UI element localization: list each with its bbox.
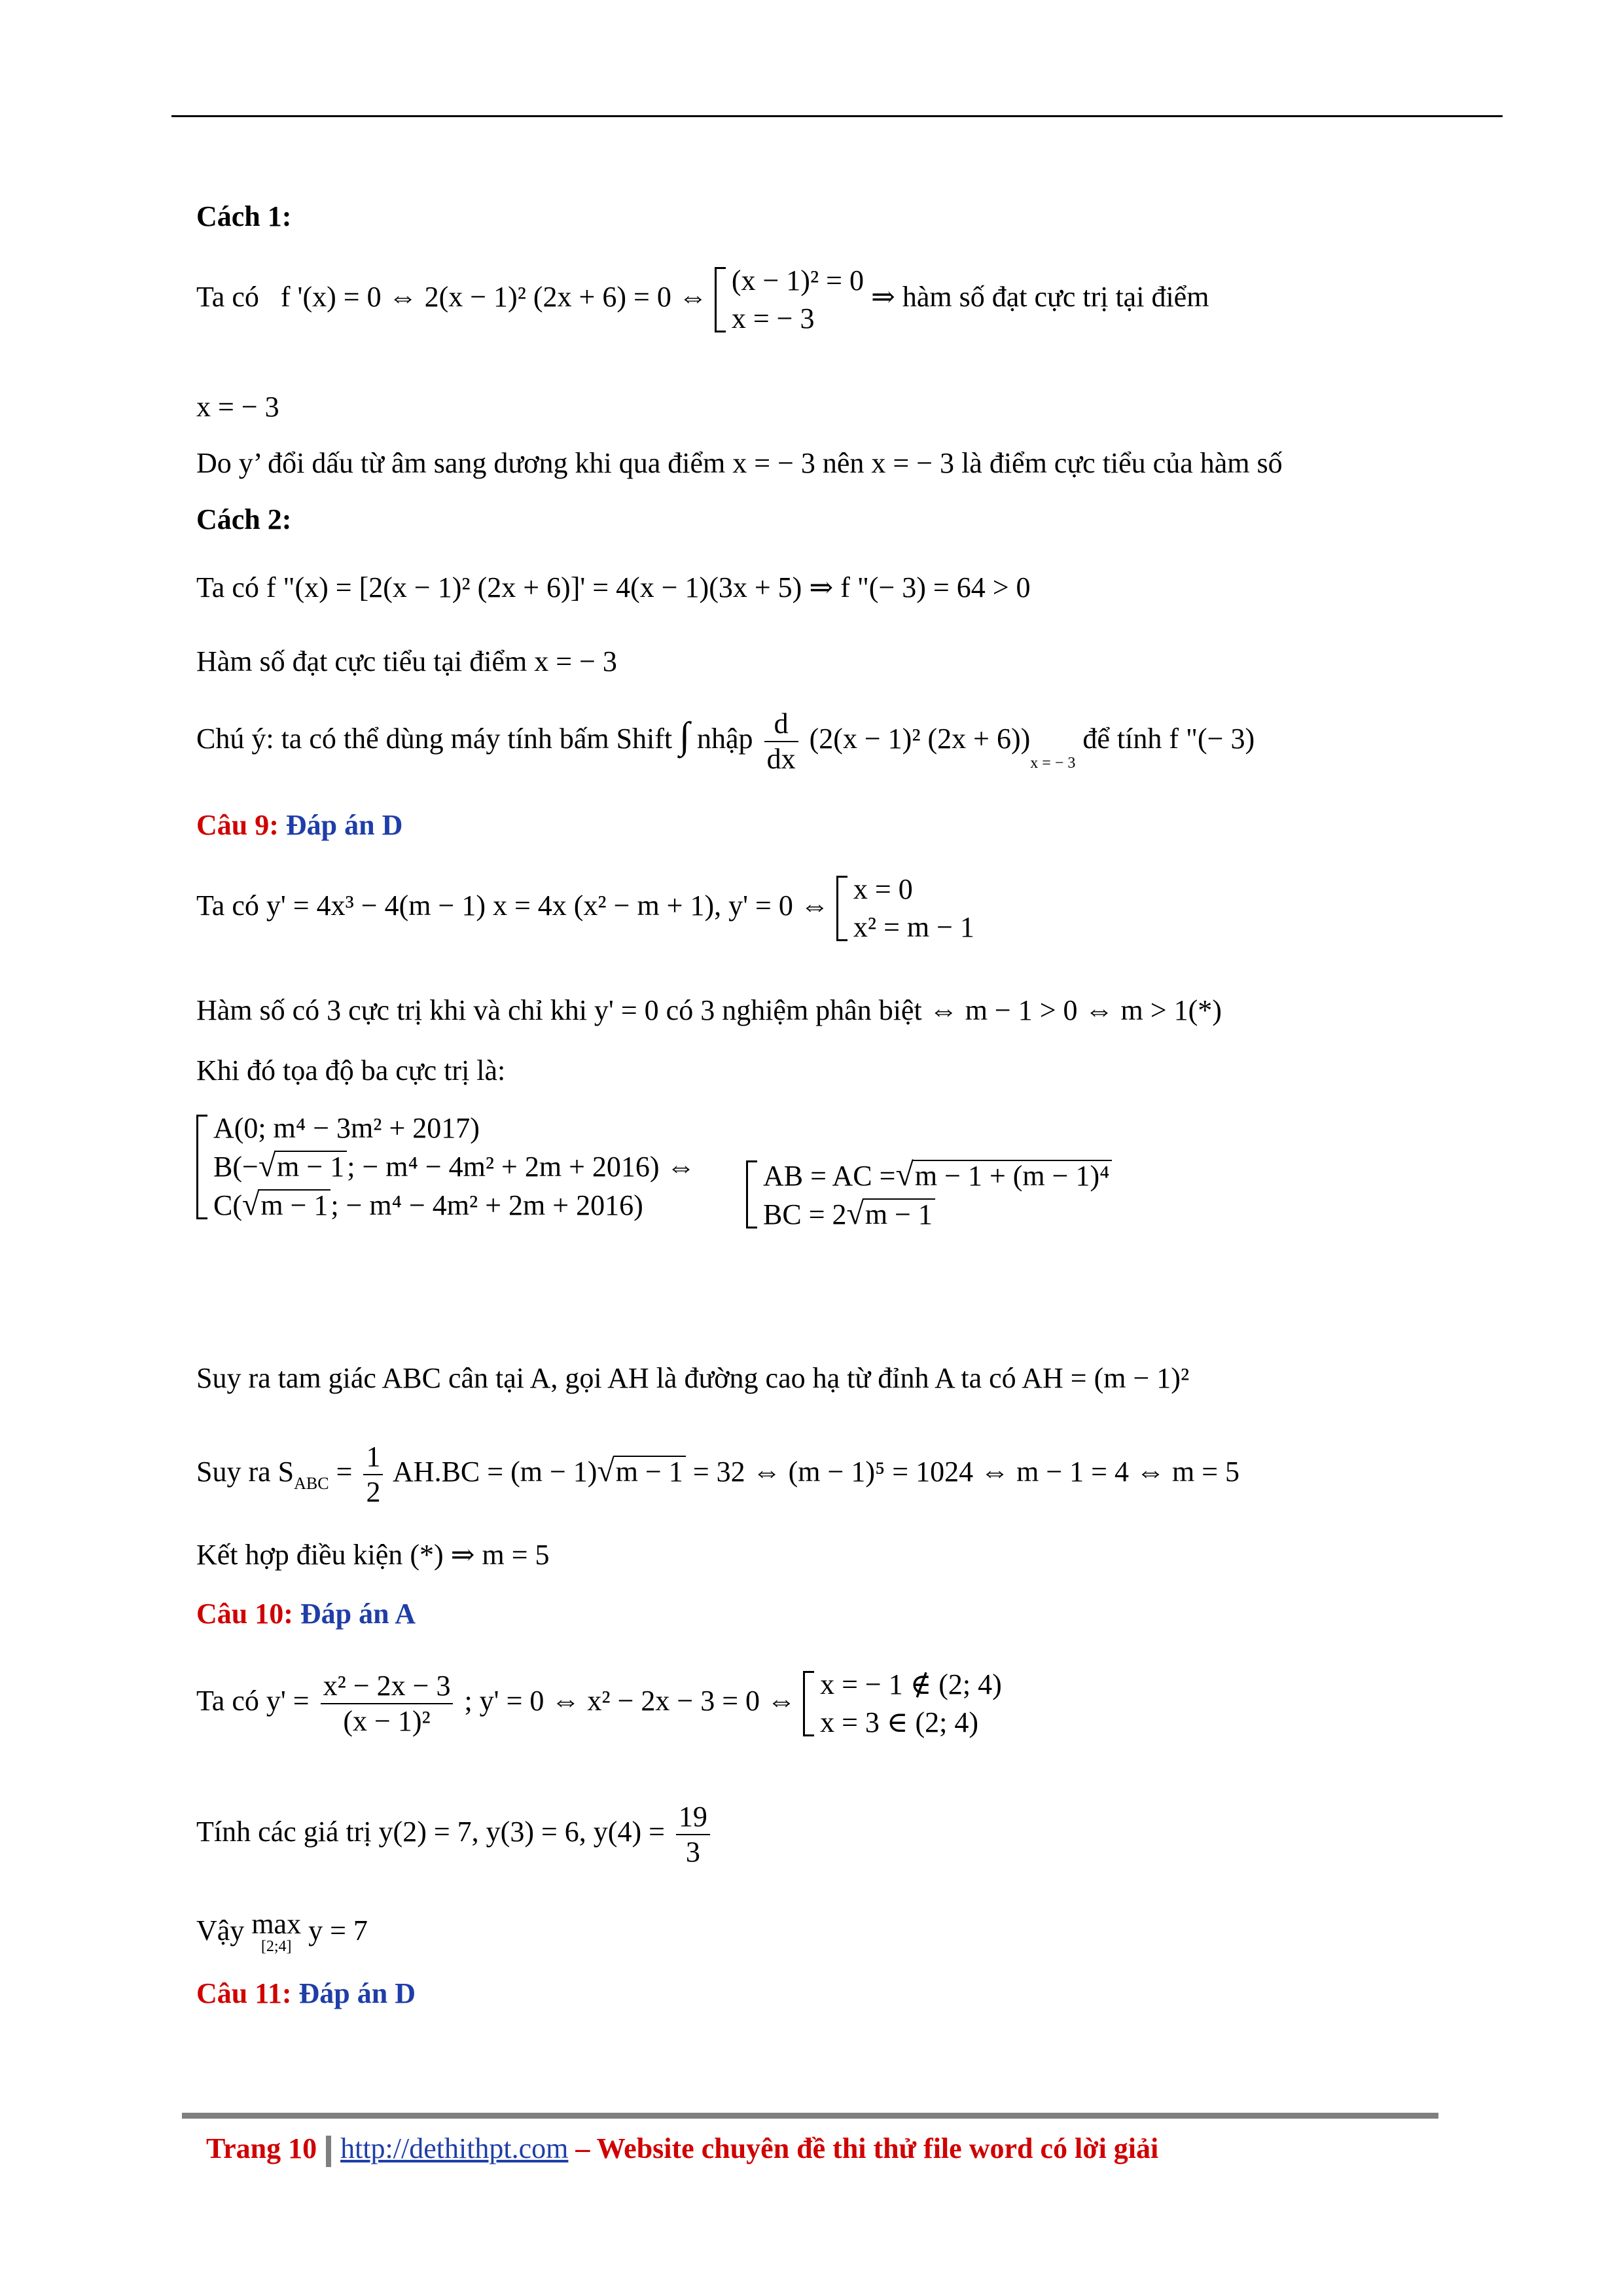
fraction-19-3: $\frac{19}{3}$ [676,1800,710,1869]
text-values: Tính các giá trị [196,1816,372,1848]
frac-num: d [764,707,798,742]
point-a: A(0; m⁴ − 3m² + 2017) [213,1112,480,1144]
fraction-d-dx [764,707,798,776]
line-q9-condition [196,994,1222,1028]
footer-separator [326,2136,331,2167]
heading-cau-11 [196,1977,416,2011]
text-result: Hàm số đạt cực tiểu tại điểm [196,645,527,677]
math-max-value: y = 7 [308,1914,368,1947]
header-rule [171,115,1503,117]
math-result: x = − 3 [534,645,617,677]
text-nhap: nhập [697,723,753,755]
math-f2-at-minus-3: f "(− 3) [1169,723,1255,755]
math-expression: (2(x − 1)² (2x + 6)) [809,723,1031,755]
text-min-point: là điểm cực tiểu của hàm số [961,447,1283,479]
line-q10-max [196,1908,368,1956]
math-max-operator: max [2;4] [251,1908,302,1955]
footer-link[interactable]: http://dethithpt.com [340,2132,569,2164]
math-derivative-zero: f '(x) = 0 ⇔ 2(x − 1)² (2x + 6) = 0 ⇔ [280,281,707,314]
math-s-sub: ABC [294,1474,329,1494]
math-point-2: x = − 3 [871,447,955,479]
line-cach2-equation [196,571,1031,605]
system-row-b: x = 3 ∈ (2; 4) [820,1706,978,1738]
heading-cau-10 [196,1597,416,1631]
heading-cau-9 [196,808,402,842]
system-row-b: x = − 3 [731,302,815,334]
length-ab-ac: AB = AC =√m − 1 + (m − 1)⁴ [763,1155,1112,1195]
page-number: Trang 10 [206,2132,317,2164]
math-sqrt: m − 1 [613,1456,686,1487]
line-q9-coords-intro: Khi đó tọa độ ba cực trị là: [196,1054,506,1086]
math-x-minus-3: x = − 3 [196,391,279,423]
footer-tagline: – Website chuyên đề thi thử file word có lời giải [575,2132,1159,2164]
math-second-derivative: f "(x) = [2(x − 1)² (2x + 6)]' = 4(x − 1)(3x + 5) ⇒ f "(− 3) = 64 > 0 [266,571,1031,603]
answer-label: Đáp án A [300,1598,416,1630]
line-q9-derivative [196,870,974,946]
math-point-1: x = − 3 [732,447,815,479]
text-vay: Vậy [196,1914,245,1947]
system-q9-points [196,1109,696,1225]
text-ta-co: Ta có [196,889,259,922]
math-y-prime: y' = [266,1685,310,1717]
line-q10-derivative [196,1666,1002,1742]
math-values: y(2) = 7, y(3) = 6, y(4) = [378,1816,665,1848]
answer-label: Đáp án D [298,1977,416,2009]
heading-cach-1: Cách 1: [196,200,292,232]
line-cach2-result [196,645,617,679]
system-q9 [836,870,974,946]
line-q9-isosceles [196,1361,1189,1395]
points-system [196,1109,696,1225]
question-number: Câu 10: [196,1598,293,1630]
lengths-system [746,1155,1112,1234]
system-row-a: x = − 1 ∉ (2; 4) [820,1668,1002,1700]
text-ta-co: Ta có [196,571,259,603]
system-row-a: (x − 1)² = 0 [731,264,864,296]
line-sign-change [196,446,1283,480]
math-y-prime-zero: y' = 0 [594,994,659,1026]
fraction-derivative [321,1669,454,1738]
footer-rule [182,2113,1438,2119]
text-combine: Kết hợp điều kiện [196,1539,403,1571]
frac-num: x² − 2x − 3 [321,1669,454,1704]
line-calculator-note [196,707,1255,776]
text-nen: nên [822,447,865,479]
system-q10 [803,1666,1002,1742]
text-ta-co: Ta có [196,1685,259,1717]
math-m-equals-5: (*) ⇒ m = 5 [410,1539,550,1571]
line-q9-area: Suy ra $S_{ABC}$ = $\frac{1}{2}$ AH.BC = (m − 1)√m − 1 = 32 ⇔ (m − 1)⁵ = 1024 ⇔ m − 1 = 4 ⇔ m = 5 [196,1441,1240,1508]
line-cach1-equation [196,262,1209,338]
fraction-one-half: $\frac{1}{2}$ [363,1440,383,1509]
point-c: C(√m − 1; − m⁴ − 4m² + 2m + 2016) [213,1187,643,1222]
math-q10-equation: ; y' = 0 ⇔ x² − 2x − 3 = 0 ⇔ [464,1685,796,1717]
math-ah: AH = (m − 1)² [1022,1362,1190,1394]
text-sign-change: Do y’ đổi dấu từ âm sang dương khi qua điểm [196,447,726,479]
footer [206,2130,1158,2167]
math-m-greater-1: ⇔ m − 1 > 0 ⇔ m > 1(*) [929,994,1222,1026]
integral-symbol: ∫ [679,714,690,757]
system-cach1 [715,262,864,338]
math-eval-point: x = − 3 [1030,755,1076,772]
system-row-b: x² = m − 1 [853,911,974,943]
line-q10-values [196,1800,714,1869]
length-bc: BC = 2√m − 1 [763,1195,1112,1234]
text-three-roots: có 3 nghiệm phân biệt [666,994,922,1026]
line-q9-final [196,1538,550,1572]
question-number: Câu 11: [196,1977,292,2009]
math-ah-bc: AH.BC = (m − 1) [393,1456,597,1488]
text-isosceles: Suy ra tam giác ABC cân tại A, gọi AH là đường cao hạ từ đỉnh A ta có [196,1362,1016,1394]
math-s: S [277,1456,294,1488]
point-b: B(−√m − 1; − m⁴ − 4m² + 2m + 2016) ⇔ [213,1149,696,1183]
heading-cach-2: Cách 2: [196,503,292,535]
text-suy-ra: Suy ra [196,1456,271,1488]
answer-label: Đáp án D [285,809,403,841]
math-q9-derivative: y' = 4x³ − 4(m − 1) x = 4x (x² − m + 1), y' = 0 ⇔ [266,889,829,922]
math-solve-m: = 32 ⇔ (m − 1)⁵ = 1024 ⇔ m − 1 = 4 ⇔ m = 5 [692,1456,1240,1488]
text-condition: Hàm số có 3 cực trị khi và chỉ khi [196,994,587,1026]
frac-den: dx [766,743,796,775]
system-row-a: x = 0 [853,873,913,905]
math-equals: = [336,1456,353,1488]
question-number: Câu 9: [196,809,279,841]
system-q9-lengths [746,1155,1112,1234]
text-ta-co: Ta có [196,281,259,314]
frac-den: (x − 1)² [343,1705,431,1737]
text-de-tinh: để tính [1082,723,1162,755]
text-note: Chú ý: ta có thể dùng máy tính bấm Shift [196,723,673,755]
text-conclusion: ⇒ hàm số đạt cực trị tại điểm [870,281,1209,314]
